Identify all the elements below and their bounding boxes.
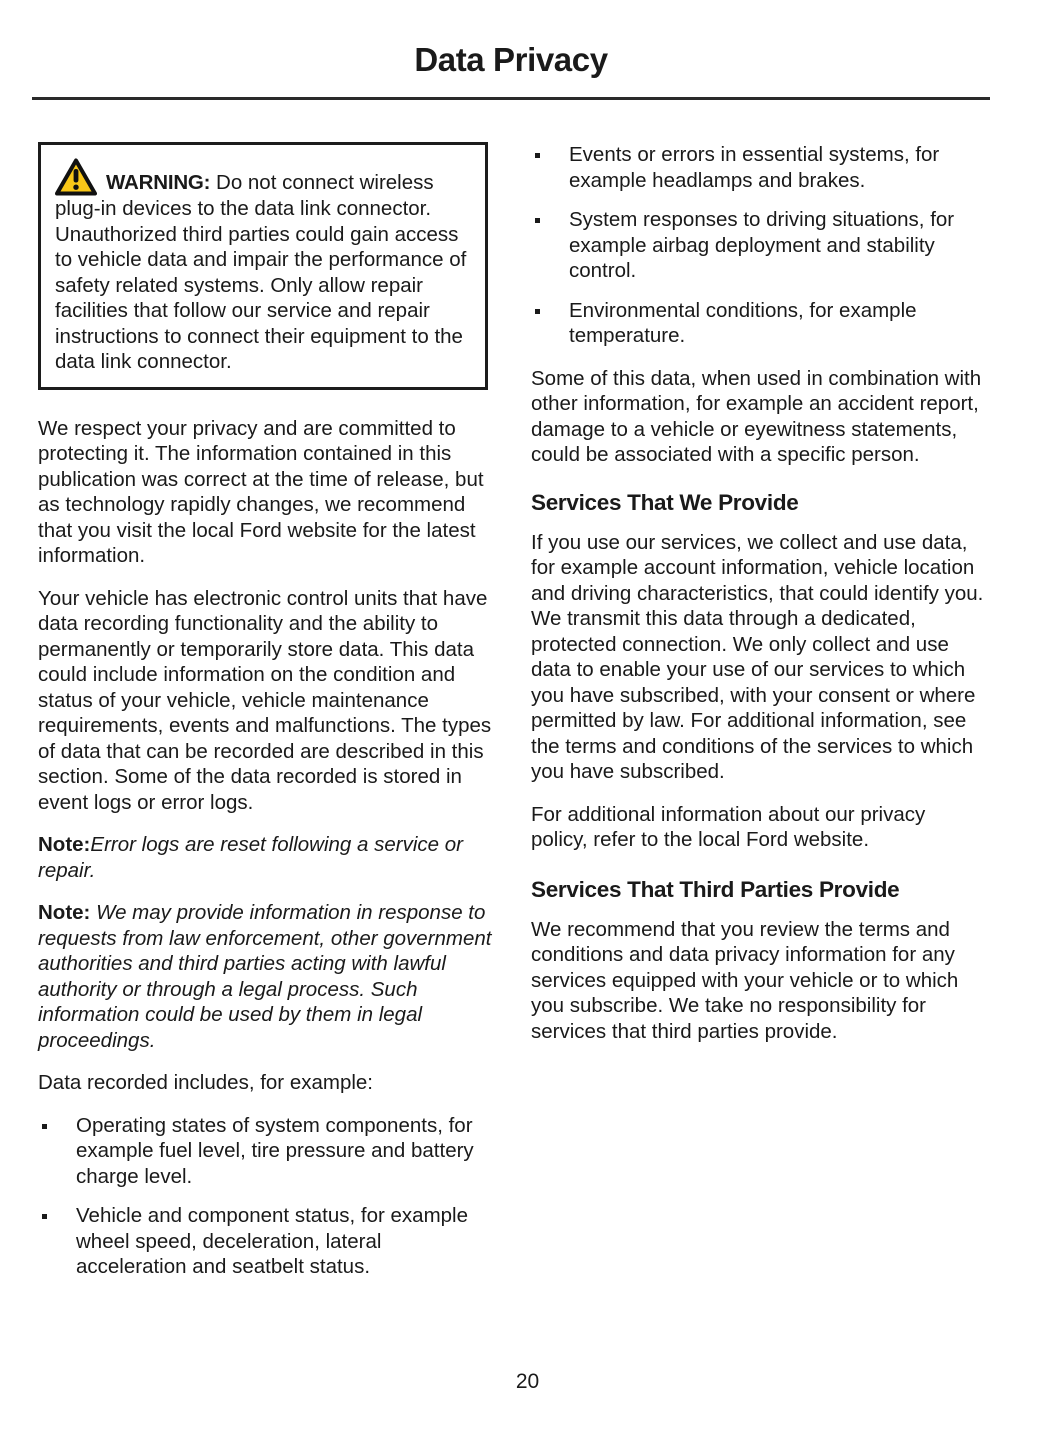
paragraph: For additional information about our privacy policy, refer to the local Ford website. [531, 802, 926, 851]
note-label: Note: [38, 901, 91, 924]
header-divider [32, 97, 990, 100]
list-item [38, 1113, 494, 1190]
page-title: Data Privacy [414, 41, 608, 78]
warning-label: WARNING: [106, 171, 211, 194]
page-number: 20 [515, 1370, 540, 1393]
note [38, 900, 494, 1053]
list-intro: Data recorded includes, for example: [38, 1071, 374, 1094]
bullet-square-icon [42, 1124, 47, 1129]
paragraph: Some of this data, when used in combination with other information, for example an accident report, damage to a vehicle or eyewitness statements, could be associated with a specific person. [531, 366, 982, 466]
list-item-text: Vehicle and component status, for example wheel speed, deceleration, lateral acceleration and seatbelt status. [76, 1204, 469, 1278]
list-item-text: Operating states of system components, for example fuel level, tire pressure and battery charge level. [76, 1113, 474, 1188]
warning-text [55, 158, 471, 375]
bullet-square-icon [42, 1214, 47, 1219]
note-label: Note: [38, 833, 91, 856]
bullet-list [38, 1113, 494, 1280]
left-column [38, 142, 494, 1297]
bullet-list [531, 142, 987, 349]
paragraph: We recommend that you review the terms and conditions and data privacy information for any services equipped with your vehicle or to which you subscribe. We take no responsibility for services that third parties provide. [531, 917, 959, 1043]
list-item [531, 207, 987, 284]
warning-body: Do not connect wireless plug-in devices to the data link connector. Unauthorized third parties could gain access to vehicle data and impair the performance of safety related systems. Only allow repair facilities that follow our service and repair instructions to connect their equipment to the data link connector. [55, 171, 467, 373]
list-item [531, 298, 987, 349]
bullet-square-icon [535, 309, 540, 314]
section-heading-services-we-provide: Services That We Provide [531, 489, 799, 515]
section-heading-services-third-parties: Services That Third Parties Provide [531, 876, 900, 902]
note [38, 832, 494, 883]
paragraph: If you use our services, we collect and use data, for example account information, vehicle location and driving characteristics, that could identify you. We transmit this data through a dedicated, protected connection. We only collect and use data to enable your use of our services to which you have subscribed, with your consent or where permitted by law. For additional information, see the terms and conditions of the services to which you have subscribed. [531, 530, 984, 783]
list-item-text: Environmental conditions, for example temperature. [569, 298, 917, 347]
bullet-square-icon [535, 218, 540, 223]
paragraph: Your vehicle has electronic control units that have data recording functionality and the ability to permanently or temporarily store data. This data could include information on the condition and status of your vehicle, vehicle maintenance requirements, events and malfunctions. The types of data that can be recorded are described in this section. Some of the data recorded is stored in event logs or error logs. [38, 586, 492, 814]
list-item [38, 1203, 494, 1280]
list-item [531, 142, 987, 193]
page-header [32, 42, 990, 78]
paragraph: We respect your privacy and are committed to protecting it. The information contained in this publication was correct at the time of release, but as technology rapidly changes, we recommend that you visit the local Ford website for the latest information. [38, 416, 484, 567]
right-column [531, 142, 987, 1044]
warning-callout-box [38, 142, 488, 390]
list-item-text: Events or errors in essential systems, for example headlamps and brakes. [569, 143, 940, 192]
warning-triangle-icon [55, 158, 97, 196]
bullet-square-icon [535, 153, 540, 158]
note-text: Error logs are reset following a service or repair. [38, 833, 463, 882]
note-text: We may provide information in response to requests from law enforcement, other government authorities and third parties acting with lawful authority or through a legal process. Such information could be used by them in legal proceedings. [38, 901, 492, 1052]
list-item-text: System responses to driving situations, for example airbag deployment and stability control. [569, 208, 955, 282]
